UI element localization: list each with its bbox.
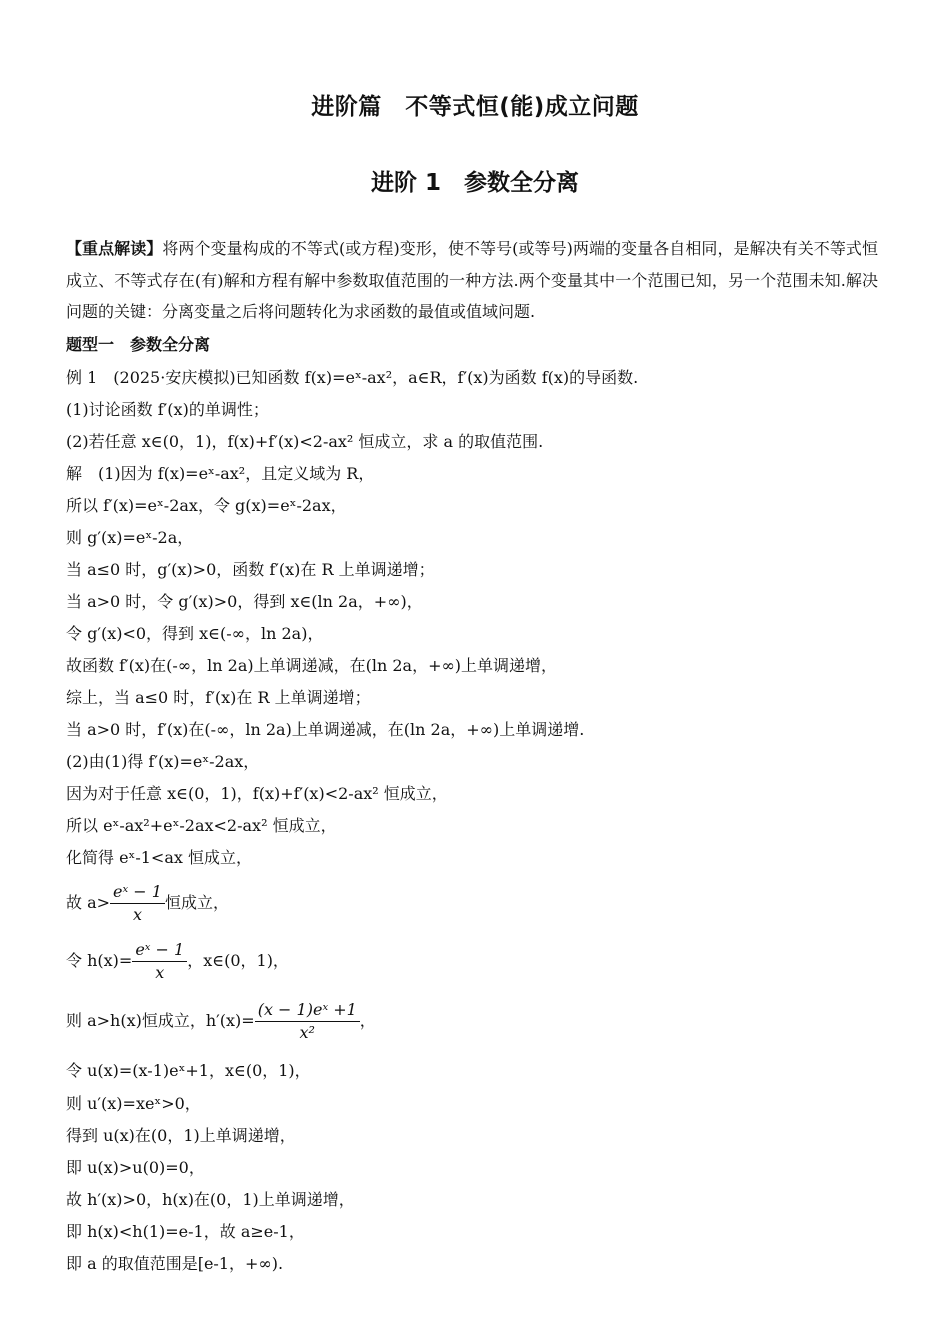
solution-line: 所以 f′(x)=eˣ-2ax，令 g(x)=eˣ-2ax， — [66, 496, 347, 515]
solution-line: 故 h′(x)>0，h(x)在(0，1)上单调递增， — [66, 1190, 355, 1209]
example-statement: 例 1 (2025·安庆模拟)已知函数 f(x)=eˣ-ax²，a∈R，f′(x)为函数 f(x)的导函数. — [66, 368, 639, 387]
solution-line: 故函数 f′(x)在(-∞，ln 2a)上单调递减，在(ln 2a，+∞)上单调递增， — [66, 656, 558, 675]
math-line-fraction — [66, 1000, 376, 1043]
solution-line: 则 g′(x)=eˣ-2a， — [66, 528, 194, 547]
section-heading: 题型一 参数全分离 — [66, 335, 211, 354]
fraction — [132, 940, 187, 983]
key-point-text: 将两个变量构成的不等式(或方程)变形，使不等号(或等号)两端的变量各自相同，是解决有关不等式恒成立、不等式存在(有)解和方程有解中参数取值范围的一种方法.两个变量其中一个范围已知，另一个范围未知.解决问题的关键：分离变量之后将问题转化为求函数的最值或值域问题. — [66, 239, 878, 321]
page-subtitle: 进阶 1 参数全分离 — [370, 170, 579, 196]
key-point-tag: 【重点解读】 — [66, 239, 163, 258]
solution-line: 即 u(x)>u(0)=0， — [66, 1158, 205, 1177]
math-line-fraction — [66, 882, 229, 925]
solution-line: 当 a>0 时，令 g′(x)>0，得到 x∈(ln 2a，+∞)， — [66, 592, 423, 611]
solution-line: (2)由(1)得 f′(x)=eˣ-2ax， — [66, 752, 260, 771]
solution-line: 化简得 eˣ-1<ax 恒成立， — [66, 848, 252, 867]
solution-line: 令 u(x)=(x-1)eˣ+1，x∈(0，1)， — [66, 1061, 311, 1080]
fraction — [255, 1000, 360, 1043]
solution-line: 令 g′(x)<0，得到 x∈(-∞，ln 2a)， — [66, 624, 324, 643]
fraction-denominator: x — [132, 905, 143, 924]
math-prefix: 令 h(x)= — [66, 951, 133, 970]
fraction-numerator: (x − 1)eˣ +1 — [255, 1000, 360, 1022]
question-2: (2)若任意 x∈(0，1)，f(x)+f′(x)<2-ax² 恒成立，求 a 的取值范围. — [66, 432, 544, 451]
math-suffix: ， — [359, 1011, 376, 1030]
fraction-denominator: x — [155, 963, 165, 982]
solution-line: 综上，当 a≤0 时，f′(x)在 R 上单调递增； — [66, 688, 371, 707]
solution-line: 则 u′(x)=xeˣ>0， — [66, 1094, 201, 1113]
solution-line: 解 (1)因为 f(x)=eˣ-ax²，且定义域为 R， — [66, 464, 375, 483]
math-prefix: 故 a> — [66, 893, 111, 912]
page-title: 进阶篇 不等式恒(能)成立问题 — [311, 94, 639, 120]
solution-line: 得到 u(x)在(0，1)上单调递增， — [66, 1126, 296, 1145]
math-line-fraction — [66, 940, 289, 983]
math-prefix: 则 a>h(x)恒成立，h′(x)= — [66, 1011, 255, 1030]
fraction — [110, 882, 165, 925]
solution-line: 当 a>0 时，f′(x)在(-∞，ln 2a)上单调递减，在(ln 2a，+∞)上单调递增. — [66, 720, 585, 739]
question-1: (1)讨论函数 f′(x)的单调性； — [66, 400, 269, 419]
fraction-numerator: eˣ − 1 — [110, 882, 165, 904]
solution-line: 因为对于任意 x∈(0，1)，f(x)+f′(x)<2-ax² 恒成立， — [66, 784, 448, 803]
solution-line: 所以 eˣ-ax²+eˣ-2ax<2-ax² 恒成立， — [66, 816, 337, 835]
key-point-paragraph — [66, 233, 878, 328]
solution-line: 即 h(x)<h(1)=e-1，故 a≥e-1， — [66, 1222, 305, 1241]
fraction-numerator: eˣ − 1 — [132, 940, 187, 962]
solution-line: 当 a≤0 时，g′(x)>0，函数 f′(x)在 R 上单调递增； — [66, 560, 435, 579]
math-suffix: 恒成立， — [164, 893, 229, 912]
solution-conclusion: 即 a 的取值范围是[e-1，+∞). — [66, 1254, 284, 1273]
math-suffix: ，x∈(0，1)， — [187, 951, 289, 970]
fraction-denominator: x² — [299, 1023, 315, 1042]
